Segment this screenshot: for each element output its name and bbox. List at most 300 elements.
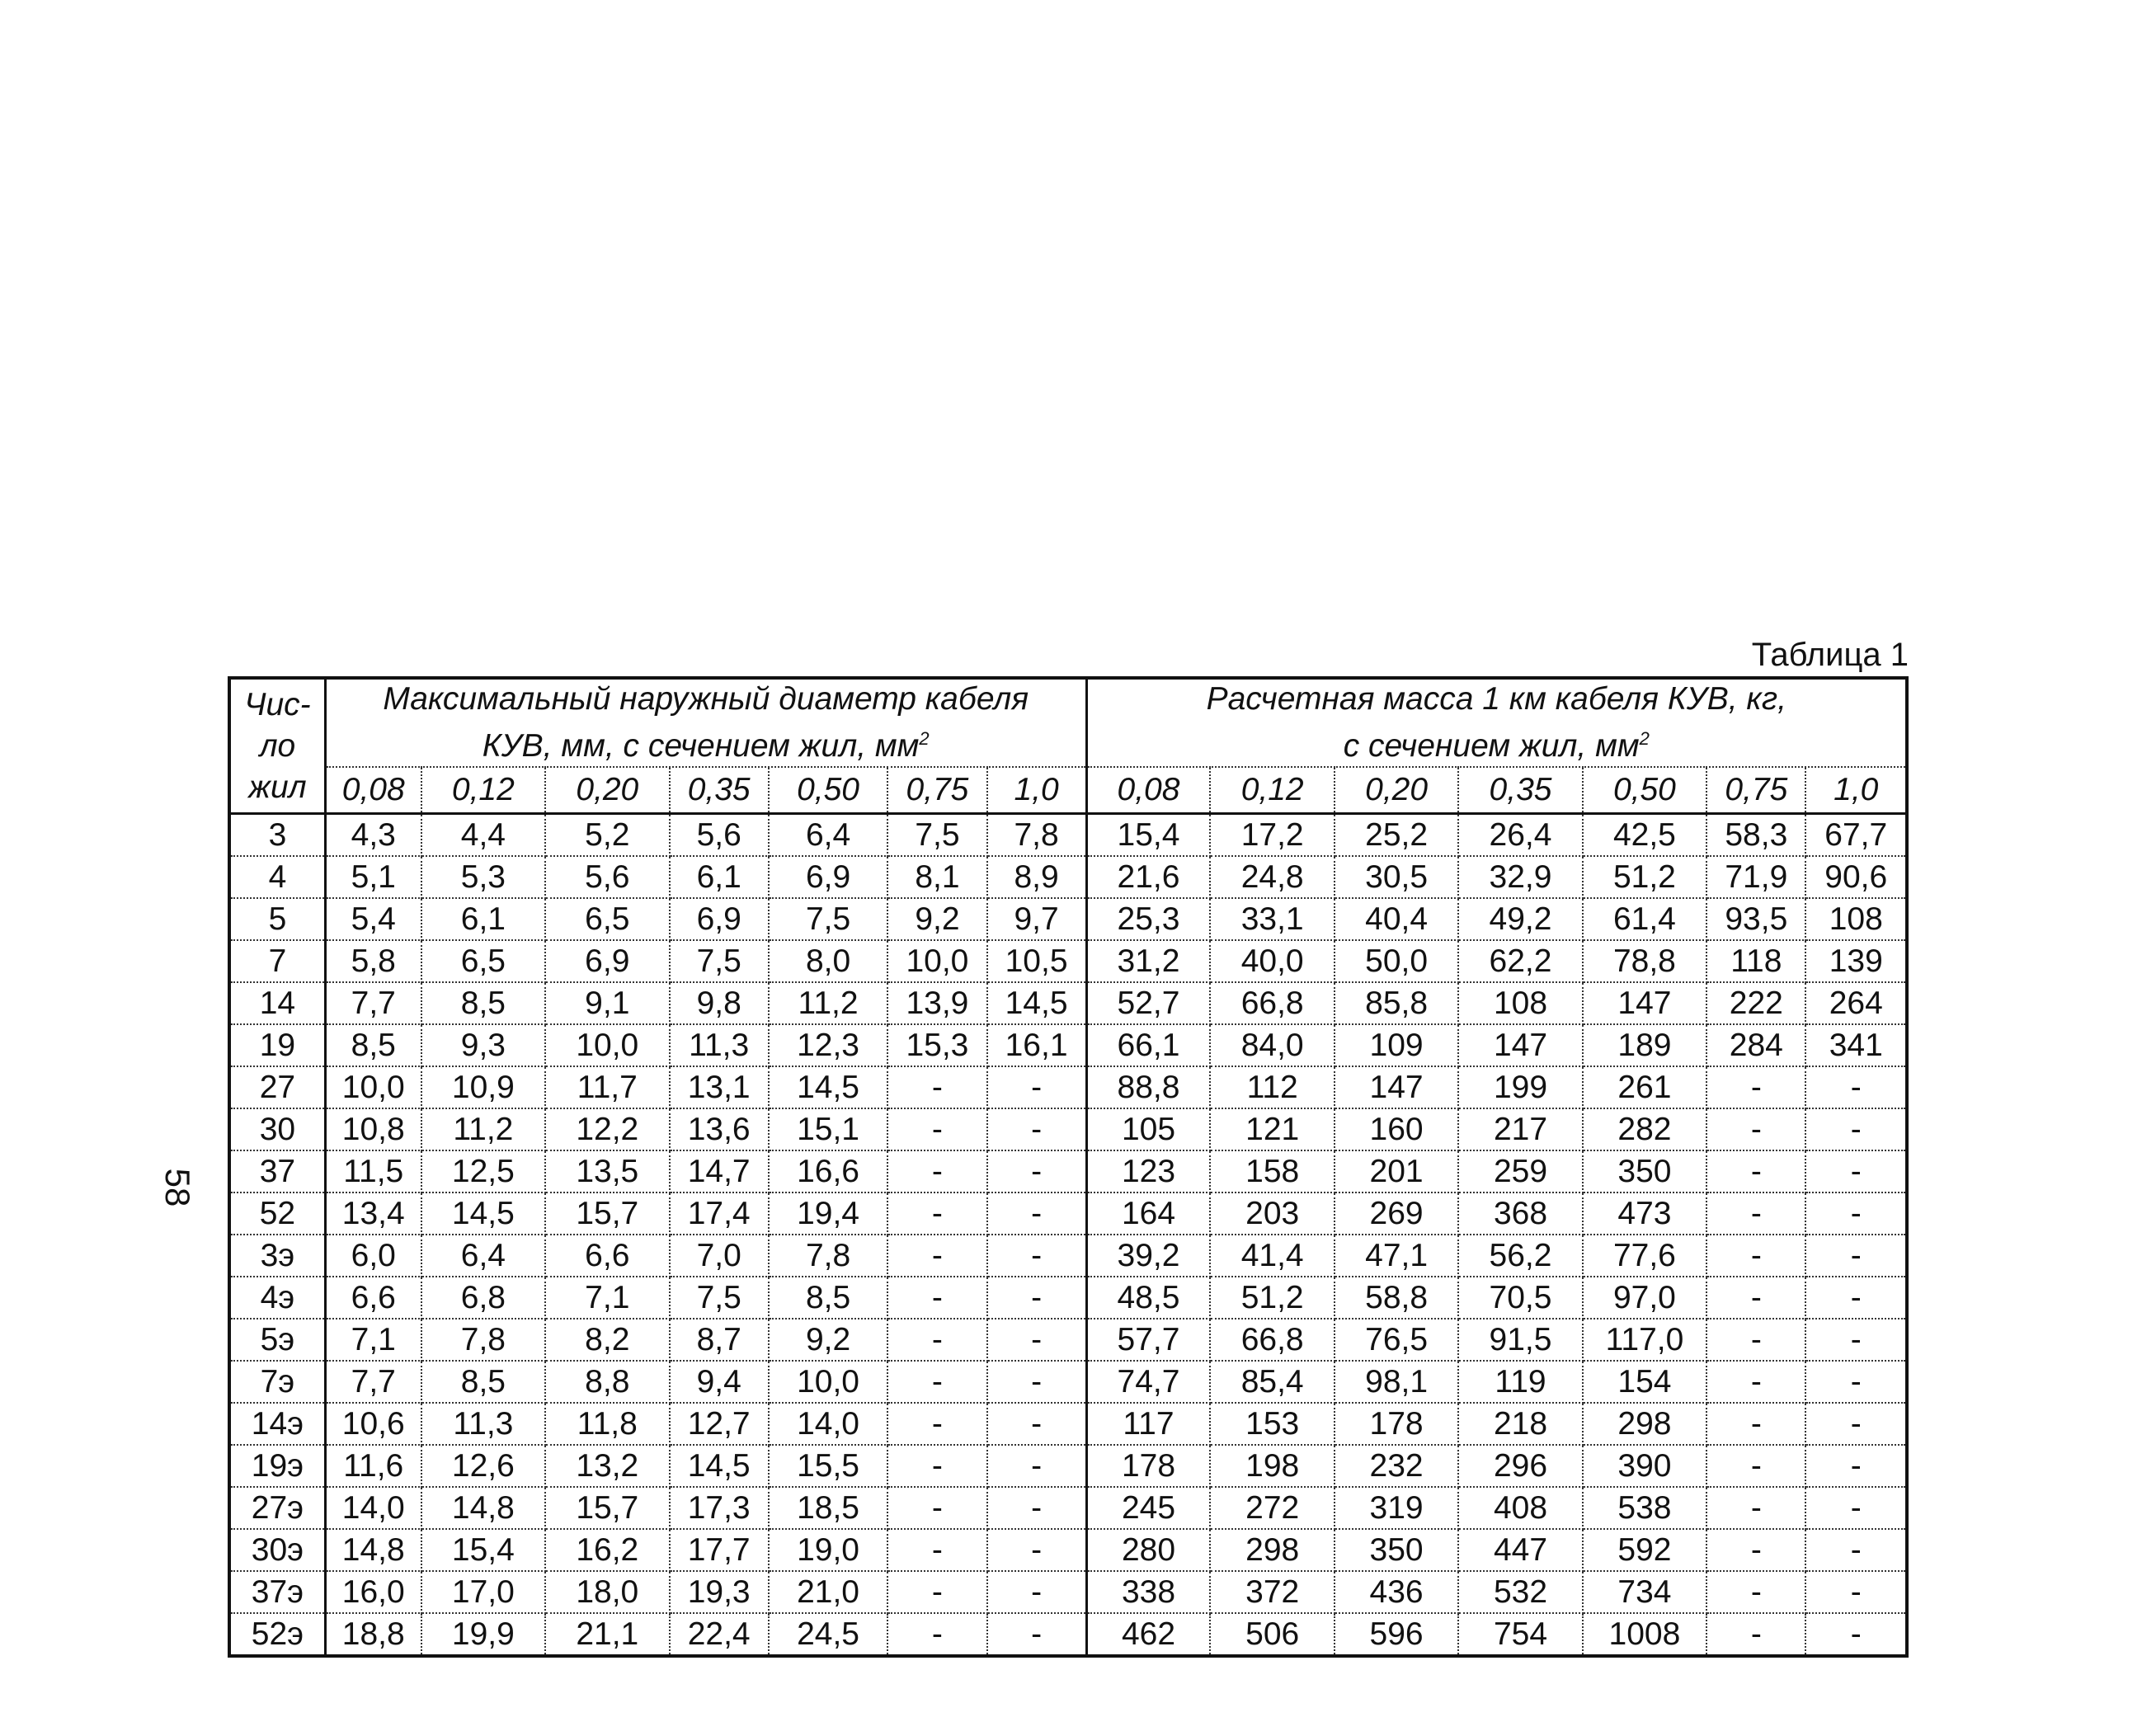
diameter-cell: 15,4 <box>421 1529 545 1571</box>
diameter-cell: 18,0 <box>545 1571 669 1613</box>
core-count-cell: 4 <box>229 856 325 898</box>
mass-cell: 66,8 <box>1210 1319 1334 1361</box>
mass-cell: 282 <box>1583 1108 1706 1150</box>
diameter-cell: 7,8 <box>769 1235 887 1277</box>
diameter-cell: 12,5 <box>421 1150 545 1192</box>
table-row <box>229 1024 1907 1066</box>
mass-cell: 109 <box>1335 1024 1458 1066</box>
table-row <box>229 1361 1907 1403</box>
mass-cell: 284 <box>1706 1024 1805 1066</box>
diameter-cell: - <box>887 1361 986 1403</box>
mass-cell: 189 <box>1583 1024 1706 1066</box>
mass-section-header: 0,50 <box>1583 767 1706 814</box>
mass-cell: - <box>1706 1108 1805 1150</box>
mass-cell: 85,8 <box>1335 982 1458 1024</box>
mass-cell: 592 <box>1583 1529 1706 1571</box>
diameter-cell: 13,1 <box>670 1066 769 1108</box>
core-count-cell: 30 <box>229 1108 325 1150</box>
diameter-cell: 10,0 <box>769 1361 887 1403</box>
mass-cell: 160 <box>1335 1108 1458 1150</box>
diameter-cell: 5,6 <box>545 856 669 898</box>
mass-cell: 199 <box>1458 1066 1582 1108</box>
mass-cell: 25,3 <box>1086 898 1210 940</box>
diameter-cell: 10,6 <box>325 1403 421 1445</box>
diameter-cell: 14,0 <box>769 1403 887 1445</box>
diameter-cell: 19,4 <box>769 1192 887 1235</box>
core-count-cell: 5э <box>229 1319 325 1361</box>
core-count-cell: 27э <box>229 1487 325 1529</box>
diameter-cell: - <box>987 1108 1086 1150</box>
mass-cell: 296 <box>1458 1445 1582 1487</box>
table-row <box>229 1277 1907 1319</box>
diameter-cell: 8,5 <box>421 1361 545 1403</box>
diameter-cell: 10,8 <box>325 1108 421 1150</box>
diameter-cell: 7,5 <box>670 1277 769 1319</box>
diameter-cell: 14,8 <box>325 1529 421 1571</box>
mass-cell: 66,8 <box>1210 982 1334 1024</box>
mass-cell: 25,2 <box>1335 814 1458 857</box>
diameter-cell: - <box>987 1403 1086 1445</box>
mass-cell: 118 <box>1706 940 1805 982</box>
corner-header <box>229 678 325 814</box>
diameter-cell: 7,1 <box>545 1277 669 1319</box>
core-count-cell: 27 <box>229 1066 325 1108</box>
mass-header-text: с сечением жил, мм <box>1343 728 1640 764</box>
core-count-cell: 5 <box>229 898 325 940</box>
mass-cell: 372 <box>1210 1571 1334 1613</box>
mass-cell: - <box>1706 1613 1805 1656</box>
mass-cell: 41,4 <box>1210 1235 1334 1277</box>
mass-cell: 52,7 <box>1086 982 1210 1024</box>
mass-cell: 245 <box>1086 1487 1210 1529</box>
mass-cell: 1008 <box>1583 1613 1706 1656</box>
diameter-cell: - <box>987 1361 1086 1403</box>
diameter-cell: 15,1 <box>769 1108 887 1150</box>
mass-header-line-1: Расчетная масса 1 км кабеля КУВ, кг, <box>1206 681 1786 717</box>
mass-cell: 121 <box>1210 1108 1334 1150</box>
mass-cell: 47,1 <box>1335 1235 1458 1277</box>
diameter-cell: - <box>887 1108 986 1150</box>
mass-cell: - <box>1706 1571 1805 1613</box>
diameter-cell: 11,2 <box>769 982 887 1024</box>
mass-cell: 473 <box>1583 1192 1706 1235</box>
diameter-cell: 7,8 <box>987 814 1086 857</box>
mass-section-header: 0,35 <box>1458 767 1582 814</box>
mass-cell: 74,7 <box>1086 1361 1210 1403</box>
diameter-cell: 6,5 <box>545 898 669 940</box>
mass-cell: - <box>1706 1066 1805 1108</box>
diameter-section-header: 1,0 <box>987 767 1086 814</box>
diameter-cell: 6,6 <box>545 1235 669 1277</box>
diameter-cell: - <box>887 1487 986 1529</box>
diameter-cell: - <box>987 1192 1086 1235</box>
diameter-section-header: 0,08 <box>325 767 421 814</box>
diameter-cell: - <box>887 1571 986 1613</box>
mass-cell: 66,1 <box>1086 1024 1210 1066</box>
diameter-cell: - <box>887 1277 986 1319</box>
mass-cell: 40,4 <box>1335 898 1458 940</box>
diameter-cell: 14,7 <box>670 1150 769 1192</box>
mass-cell: 217 <box>1458 1108 1582 1150</box>
diameter-section-header: 0,20 <box>545 767 669 814</box>
mass-cell: - <box>1706 1235 1805 1277</box>
mass-cell: 88,8 <box>1086 1066 1210 1108</box>
diameter-cell: 13,4 <box>325 1192 421 1235</box>
diameter-cell: - <box>987 1150 1086 1192</box>
diameter-cell: 9,1 <box>545 982 669 1024</box>
mass-cell: 272 <box>1210 1487 1334 1529</box>
diameter-cell: 10,0 <box>325 1066 421 1108</box>
table-row <box>229 898 1907 940</box>
diameter-cell: 17,0 <box>421 1571 545 1613</box>
mass-cell: 48,5 <box>1086 1277 1210 1319</box>
mass-cell: 39,2 <box>1086 1235 1210 1277</box>
diameter-cell: 4,3 <box>325 814 421 857</box>
diameter-cell: 9,3 <box>421 1024 545 1066</box>
diameter-cell: 14,0 <box>325 1487 421 1529</box>
mass-cell: 178 <box>1335 1403 1458 1445</box>
table-row <box>229 1403 1907 1445</box>
diameter-cell: 16,6 <box>769 1150 887 1192</box>
diameter-cell: 8,9 <box>987 856 1086 898</box>
core-count-cell: 7 <box>229 940 325 982</box>
mass-cell: 108 <box>1458 982 1582 1024</box>
core-count-cell: 4э <box>229 1277 325 1319</box>
mass-cell: 203 <box>1210 1192 1334 1235</box>
diameter-cell: 12,6 <box>421 1445 545 1487</box>
mass-cell: 119 <box>1458 1361 1582 1403</box>
mass-cell: 51,2 <box>1210 1277 1334 1319</box>
diameter-cell: - <box>887 1613 986 1656</box>
diameter-cell: 13,2 <box>545 1445 669 1487</box>
diameter-cell: 22,4 <box>670 1613 769 1656</box>
diameter-cell: 5,6 <box>670 814 769 857</box>
mass-cell: 538 <box>1583 1487 1706 1529</box>
diameter-cell: - <box>887 1445 986 1487</box>
diameter-cell: 7,1 <box>325 1319 421 1361</box>
table-label: Таблица 1 <box>1751 637 1909 673</box>
diameter-cell: 17,4 <box>670 1192 769 1235</box>
diameter-cell: 6,9 <box>670 898 769 940</box>
core-count-cell: 19 <box>229 1024 325 1066</box>
diameter-header-line-1: Максимальный наружный диаметр кабеля <box>383 681 1029 717</box>
diameter-cell: 21,1 <box>545 1613 669 1656</box>
mass-cell: - <box>1706 1445 1805 1487</box>
diameter-cell: 16,0 <box>325 1571 421 1613</box>
mass-cell: 84,0 <box>1210 1024 1334 1066</box>
mass-cell: 40,0 <box>1210 940 1334 982</box>
diameter-cell: 7,7 <box>325 982 421 1024</box>
mass-cell: 350 <box>1335 1529 1458 1571</box>
mass-cell: 178 <box>1086 1445 1210 1487</box>
mass-cell: 77,6 <box>1583 1235 1706 1277</box>
diameter-cell: 11,3 <box>421 1403 545 1445</box>
diameter-cell: 5,1 <box>325 856 421 898</box>
core-count-cell: 19э <box>229 1445 325 1487</box>
diameter-cell: 6,4 <box>421 1235 545 1277</box>
diameter-cell: 11,6 <box>325 1445 421 1487</box>
diameter-cell: 6,1 <box>670 856 769 898</box>
mass-cell: 108 <box>1805 898 1907 940</box>
mass-cell: - <box>1805 1192 1907 1235</box>
core-count-cell: 14 <box>229 982 325 1024</box>
diameter-cell: 12,7 <box>670 1403 769 1445</box>
mass-cell: 462 <box>1086 1613 1210 1656</box>
mass-cell: - <box>1706 1529 1805 1571</box>
diameter-cell: 6,6 <box>325 1277 421 1319</box>
table-row <box>229 1192 1907 1235</box>
section-size-row <box>229 767 1907 814</box>
mass-cell: - <box>1805 1361 1907 1403</box>
mass-cell: - <box>1706 1277 1805 1319</box>
diameter-cell: 19,3 <box>670 1571 769 1613</box>
mass-cell: 447 <box>1458 1529 1582 1571</box>
mass-cell: 93,5 <box>1706 898 1805 940</box>
diameter-cell: 16,1 <box>987 1024 1086 1066</box>
mass-cell: - <box>1805 1571 1907 1613</box>
diameter-cell: 5,8 <box>325 940 421 982</box>
mass-cell: - <box>1805 1235 1907 1277</box>
mass-cell: - <box>1805 1445 1907 1487</box>
diameter-cell: - <box>987 1571 1086 1613</box>
mass-cell: - <box>1805 1487 1907 1529</box>
diameter-cell: 9,8 <box>670 982 769 1024</box>
mass-cell: 596 <box>1335 1613 1458 1656</box>
diameter-cell: 17,7 <box>670 1529 769 1571</box>
diameter-cell: 15,5 <box>769 1445 887 1487</box>
mass-cell: 21,6 <box>1086 856 1210 898</box>
table-row <box>229 1487 1907 1529</box>
mass-cell: 42,5 <box>1583 814 1706 857</box>
diameter-cell: 14,5 <box>769 1066 887 1108</box>
diameter-cell: 10,5 <box>987 940 1086 982</box>
diameter-cell: - <box>887 1235 986 1277</box>
corner-line-3: жил <box>248 769 307 805</box>
mass-cell: 754 <box>1458 1613 1582 1656</box>
diameter-cell: 9,2 <box>769 1319 887 1361</box>
mass-cell: 17,2 <box>1210 814 1334 857</box>
diameter-cell: 5,2 <box>545 814 669 857</box>
mass-cell: 147 <box>1583 982 1706 1024</box>
table-row <box>229 856 1907 898</box>
diameter-cell: 6,1 <box>421 898 545 940</box>
mass-section-header: 0,08 <box>1086 767 1210 814</box>
page-number: 58 <box>158 1168 197 1207</box>
diameter-cell: 11,5 <box>325 1150 421 1192</box>
mass-group-header <box>1086 678 1907 767</box>
diameter-cell: 8,8 <box>545 1361 669 1403</box>
diameter-cell: 11,2 <box>421 1108 545 1150</box>
mass-cell: - <box>1805 1529 1907 1571</box>
mass-cell: 90,6 <box>1805 856 1907 898</box>
diameter-cell: - <box>887 1150 986 1192</box>
diameter-cell: 10,9 <box>421 1066 545 1108</box>
mass-cell: 62,2 <box>1458 940 1582 982</box>
mass-cell: 261 <box>1583 1066 1706 1108</box>
diameter-cell: 11,3 <box>670 1024 769 1066</box>
diameter-section-header: 0,75 <box>887 767 986 814</box>
diameter-cell: 7,5 <box>769 898 887 940</box>
table-row <box>229 1613 1907 1656</box>
mass-section-header: 0,12 <box>1210 767 1334 814</box>
mass-cell: 117 <box>1086 1403 1210 1445</box>
table-row <box>229 982 1907 1024</box>
mass-cell: 117,0 <box>1583 1319 1706 1361</box>
table-row <box>229 1066 1907 1108</box>
mass-cell: 61,4 <box>1583 898 1706 940</box>
table-body <box>229 814 1907 1657</box>
diameter-cell: 6,4 <box>769 814 887 857</box>
mass-cell: 97,0 <box>1583 1277 1706 1319</box>
diameter-cell: 14,5 <box>670 1445 769 1487</box>
table-row <box>229 940 1907 982</box>
diameter-cell: - <box>887 1403 986 1445</box>
mass-cell: 532 <box>1458 1571 1582 1613</box>
diameter-cell: - <box>987 1277 1086 1319</box>
table-row <box>229 1108 1907 1150</box>
diameter-cell: 8,0 <box>769 940 887 982</box>
diameter-cell: 17,3 <box>670 1487 769 1529</box>
mass-cell: - <box>1706 1487 1805 1529</box>
corner-line-2: ло <box>259 727 296 764</box>
diameter-cell: - <box>887 1319 986 1361</box>
mass-section-header: 1,0 <box>1805 767 1907 814</box>
diameter-cell: 19,0 <box>769 1529 887 1571</box>
mass-cell: - <box>1805 1108 1907 1150</box>
corner-line-1: Чис- <box>244 686 311 722</box>
mass-cell: - <box>1805 1150 1907 1192</box>
diameter-cell: 10,0 <box>545 1024 669 1066</box>
diameter-cell: 12,3 <box>769 1024 887 1066</box>
diameter-cell: 4,4 <box>421 814 545 857</box>
diameter-cell: 8,7 <box>670 1319 769 1361</box>
diameter-cell: - <box>987 1613 1086 1656</box>
core-count-cell: 52 <box>229 1192 325 1235</box>
diameter-cell: 7,5 <box>670 940 769 982</box>
diameter-cell: 9,2 <box>887 898 986 940</box>
diameter-header-line-2 <box>327 719 1085 766</box>
diameter-cell: 11,8 <box>545 1403 669 1445</box>
mass-cell: - <box>1805 1613 1907 1656</box>
diameter-cell: 5,3 <box>421 856 545 898</box>
diameter-cell: 8,5 <box>421 982 545 1024</box>
mass-cell: 70,5 <box>1458 1277 1582 1319</box>
diameter-cell: 8,1 <box>887 856 986 898</box>
table-row <box>229 1235 1907 1277</box>
diameter-cell: 9,4 <box>670 1361 769 1403</box>
diameter-cell: 13,9 <box>887 982 986 1024</box>
mass-header-sup: 2 <box>1639 728 1650 749</box>
diameter-cell: 18,5 <box>769 1487 887 1529</box>
table-row <box>229 1571 1907 1613</box>
diameter-cell: 12,2 <box>545 1108 669 1150</box>
diameter-cell: 24,5 <box>769 1613 887 1656</box>
mass-cell: 264 <box>1805 982 1907 1024</box>
core-count-cell: 52э <box>229 1613 325 1656</box>
mass-cell: - <box>1805 1277 1907 1319</box>
diameter-cell: 7,5 <box>887 814 986 857</box>
diameter-section-header: 0,12 <box>421 767 545 814</box>
mass-cell: 350 <box>1583 1150 1706 1192</box>
table-row <box>229 814 1907 857</box>
diameter-cell: - <box>987 1529 1086 1571</box>
diameter-cell: 19,9 <box>421 1613 545 1656</box>
mass-cell: 436 <box>1335 1571 1458 1613</box>
mass-cell: 50,0 <box>1335 940 1458 982</box>
core-count-cell: 14э <box>229 1403 325 1445</box>
diameter-header-text: КУВ, мм, с сечением жил, мм <box>482 728 920 764</box>
diameter-cell: 8,5 <box>769 1277 887 1319</box>
mass-cell: 734 <box>1583 1571 1706 1613</box>
diameter-cell: 7,0 <box>670 1235 769 1277</box>
diameter-cell: 7,8 <box>421 1319 545 1361</box>
mass-cell: 164 <box>1086 1192 1210 1235</box>
mass-cell: - <box>1706 1319 1805 1361</box>
mass-cell: - <box>1805 1066 1907 1108</box>
diameter-cell: 6,5 <box>421 940 545 982</box>
table-row <box>229 1150 1907 1192</box>
diameter-cell: - <box>887 1192 986 1235</box>
mass-cell: 56,2 <box>1458 1235 1582 1277</box>
core-count-cell: 3 <box>229 814 325 857</box>
mass-cell: - <box>1706 1192 1805 1235</box>
diameter-cell: 18,8 <box>325 1613 421 1656</box>
cable-data-table <box>228 676 1909 1658</box>
mass-cell: - <box>1805 1403 1907 1445</box>
diameter-cell: 6,9 <box>545 940 669 982</box>
diameter-cell: 15,7 <box>545 1192 669 1235</box>
mass-cell: 158 <box>1210 1150 1334 1192</box>
mass-cell: 218 <box>1458 1403 1582 1445</box>
mass-cell: 57,7 <box>1086 1319 1210 1361</box>
mass-cell: 49,2 <box>1458 898 1582 940</box>
mass-cell: 319 <box>1335 1487 1458 1529</box>
mass-cell: 298 <box>1210 1529 1334 1571</box>
diameter-cell: 9,7 <box>987 898 1086 940</box>
mass-cell: 201 <box>1335 1150 1458 1192</box>
diameter-header-sup: 2 <box>919 728 930 749</box>
table-row <box>229 1445 1907 1487</box>
mass-cell: 78,8 <box>1583 940 1706 982</box>
mass-cell: 232 <box>1335 1445 1458 1487</box>
mass-cell: 51,2 <box>1583 856 1706 898</box>
mass-cell: 368 <box>1458 1192 1582 1235</box>
diameter-cell: - <box>987 1487 1086 1529</box>
diameter-cell: 7,7 <box>325 1361 421 1403</box>
mass-cell: 76,5 <box>1335 1319 1458 1361</box>
mass-cell: 408 <box>1458 1487 1582 1529</box>
diameter-cell: - <box>887 1529 986 1571</box>
core-count-cell: 30э <box>229 1529 325 1571</box>
mass-cell: - <box>1706 1150 1805 1192</box>
mass-cell: - <box>1706 1361 1805 1403</box>
mass-cell: 259 <box>1458 1150 1582 1192</box>
mass-section-header: 0,75 <box>1706 767 1805 814</box>
mass-cell: 153 <box>1210 1403 1334 1445</box>
diameter-cell: 13,5 <box>545 1150 669 1192</box>
mass-section-header: 0,20 <box>1335 767 1458 814</box>
diameter-cell: 14,5 <box>987 982 1086 1024</box>
mass-cell: 147 <box>1335 1066 1458 1108</box>
diameter-cell: 21,0 <box>769 1571 887 1613</box>
diameter-cell: - <box>987 1235 1086 1277</box>
mass-cell: 32,9 <box>1458 856 1582 898</box>
mass-cell: 98,1 <box>1335 1361 1458 1403</box>
diameter-cell: 10,0 <box>887 940 986 982</box>
mass-cell: 154 <box>1583 1361 1706 1403</box>
mass-cell: 30,5 <box>1335 856 1458 898</box>
mass-cell: - <box>1706 1403 1805 1445</box>
